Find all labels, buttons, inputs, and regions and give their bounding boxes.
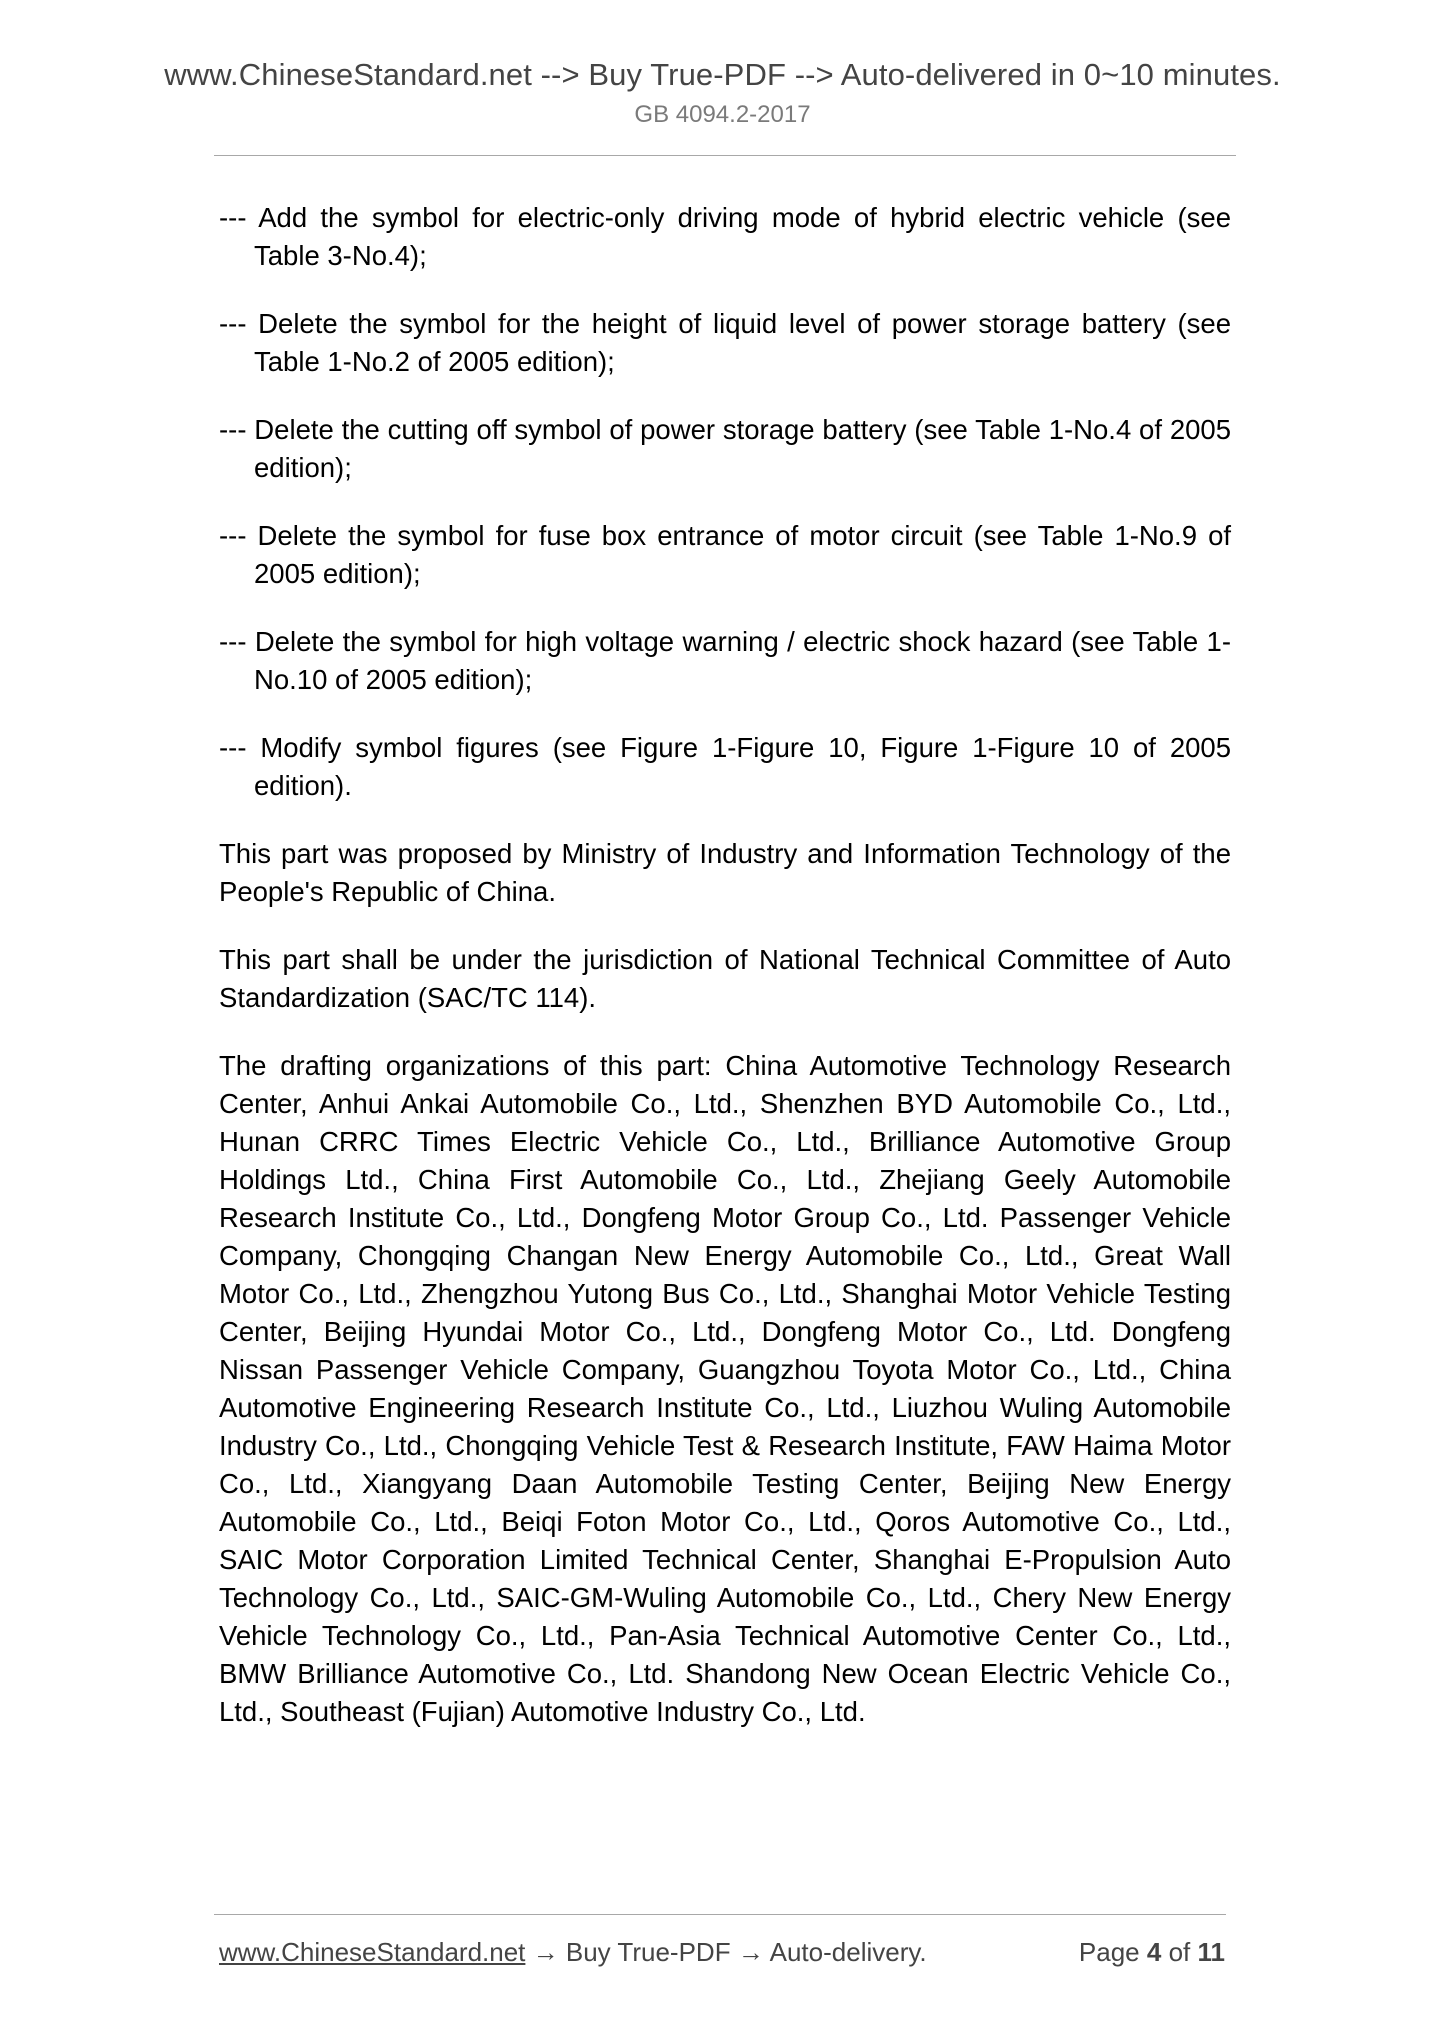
arrow-right-icon: → [532,1937,559,1967]
footer-site-link[interactable]: www.ChineseStandard.net [219,1937,526,1967]
page-indicator [1079,1934,1225,1970]
change-item: --- Delete the symbol for the height of liquid level of power storage battery (see Table 1-No.2 of 2005 edition); [219,308,1231,377]
header-banner: www.ChineseStandard.net --> Buy True-PDF --> Auto-delivered in 0~10 minutes. [164,57,1281,92]
document-body [219,199,1231,1761]
footer-divider [214,1914,1226,1915]
change-item: --- Delete the symbol for high voltage warning / electric shock hazard (see Table 1-No.10 of 2005 edition); [219,626,1231,695]
header-divider [214,155,1236,156]
total-page-count: 11 [1197,1937,1225,1967]
page-word: Page [1078,1937,1140,1967]
change-list [219,199,1231,805]
change-item: --- Delete the symbol for fuse box entrance of motor circuit (see Table 1-No.9 of 2005 edition); [219,520,1231,589]
change-item: --- Add the symbol for electric-only driving mode of hybrid electric vehicle (see Table 3-No.4); [219,202,1231,271]
footer-promo [219,1934,927,1970]
change-item: --- Modify symbol figures (see Figure 1-Figure 10, Figure 1-Figure 10 of 2005 edition). [219,732,1231,801]
jurisdiction-paragraph: This part shall be under the jurisdiction of National Technical Committee of Auto Standardization (SAC/TC 114). [219,944,1231,1013]
footer-buy-text: Buy True-PDF [565,1937,731,1967]
current-page-number: 4 [1146,1937,1162,1967]
page-of-word: of [1168,1937,1191,1967]
drafting-organizations-paragraph: The drafting organizations of this part: China Automotive Technology Research Center, Anhui Ankai Automobile Co., Ltd., Shenzhen BYD Automobile Co., Ltd., Hunan CRRC Times Electric Vehicle Co., Ltd., Brilliance Automotive Group Holdings Ltd., China First Automobile Co., Ltd., Zhejiang Geely Automobile Research Institute Co., Ltd., Dongfeng Motor Group Co., Ltd. Passenger Vehicle Company, Chongqing Changan New Energy Automobile Co., Ltd., Great Wall Motor Co., Ltd., Zhengzhou Yutong Bus Co., Ltd., Shanghai Motor Vehicle Testing Center, Beijing Hyundai Motor Co., Ltd., Dongfeng Motor Co., Ltd. Dongfeng Nissan Passenger Vehicle Company, Guangzhou Toyota Motor Co., Ltd., China Automotive Engineering Research Institute Co., Ltd., Liuzhou Wuling Automobile Industry Co., Ltd., Chongqing Vehicle Test & Research Institute, FAW Haima Motor Co., Ltd., Xiangyang Daan Automobile Testing Center, Beijing New Energy Automobile Co., Ltd., Beiqi Foton Motor Co., Ltd., Qoros Automotive Co., Ltd., SAIC Motor Corporation Limited Technical Center, Shanghai E-Propulsion Auto Technology Co., Ltd., SAIC-GM-Wuling Automobile Co., Ltd., Chery New Energy Vehicle Technology Co., Ltd., Pan-Asia Technical Automotive Center Co., Ltd., BMW Brilliance Automotive Co., Ltd. Shandong New Ocean Electric Vehicle Co., Ltd., Southeast (Fujian) Automotive Industry Co., Ltd. [219,1050,1231,1727]
page-footer [219,1934,1225,1970]
change-item: --- Delete the cutting off symbol of power storage battery (see Table 1-No.4 of 2005 edition); [219,414,1231,483]
footer-delivery-text: Auto-delivery. [769,1937,927,1967]
standard-code: GB 4094.2-2017 [634,101,811,128]
page-header [0,56,1445,130]
proposed-by-paragraph: This part was proposed by Ministry of Industry and Information Technology of the People's Republic of China. [219,838,1231,907]
arrow-right-icon: → [737,1937,764,1967]
